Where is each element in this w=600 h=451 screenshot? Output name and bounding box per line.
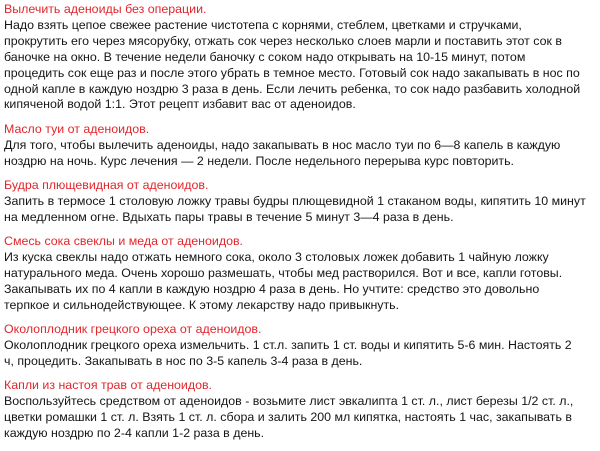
text-line: ч, процедить. Закапывать в нос по 3-5 капель 3-4 раза в день. <box>4 353 363 368</box>
section-heading: Вылечить аденоиды без операции. <box>4 2 207 16</box>
text-line: баночке на окно. В течение недели баночку с соком надо открывать на 10-15 минут, потом <box>4 49 526 64</box>
remedy-section <box>4 178 596 226</box>
section-heading: Околоплодник грецкого ореха от аденоидов. <box>4 321 262 336</box>
text-line: Из куска свеклы надо отжать немного сока, около 3 столовых ложек добавить 1 чайную ложку <box>4 249 549 264</box>
text-line: каждую ноздрю по 2-4 капли 1-2 раза в день. <box>4 425 265 440</box>
text-line: Воспользуйтесь средством от аденоидов - возьмите лист эвкалипта 1 ст. л., лист березы 1/2 ст. л., <box>4 393 574 408</box>
text-line: прокрутить его через мясорубку, отжать сок через несколько слоев марли и поставить этот сок в <box>4 33 562 48</box>
text-line: Надо взять цепое свежее растение чистотепа с корнями, стеблем, цветками и стручками, <box>4 17 522 32</box>
section-heading: Будра плющевидная от аденоидов. <box>4 177 209 192</box>
remedy-section <box>4 2 596 113</box>
remedy-section <box>4 378 596 442</box>
section-heading: Смесь сока свеклы и меда от аденоидов. <box>4 233 243 248</box>
remedy-section <box>4 234 596 314</box>
text-line: кипяченой водой 1:1. Этот рецепт избавит вас от аденоидов. <box>4 97 356 112</box>
text-line: натурального меда. Очень хорошо размешать, чтобы мед растворился. Вот и все, капли готовы. <box>4 265 563 280</box>
remedy-section <box>4 122 596 170</box>
text-line: Для того, чтобы вылечить аденоиды, надо закапывать в нос масло туи по 6—8 капель в каждую <box>4 137 561 152</box>
section-heading: Масло туи от аденоидов. <box>4 121 150 136</box>
text-line: одной капле в каждую ноздрю 3 раза в день. Если лечить ребенка, то сок надо разбавить холодной <box>4 81 581 96</box>
remedy-section <box>4 322 596 370</box>
text-line: цветки ромашки 1 ст. л. Взять 1 ст. л. сбора и залить 200 мл кипятка, настоять 1 час, закапывать в <box>4 409 572 424</box>
text-line: Запить в термосе 1 столовую ложку травы будры плющевидной 1 стаканом воды, кипятить 10 минут <box>4 193 586 208</box>
text-line: Закапывать их по 4 капли в каждую ноздрю 4 раза в день. Но учтите: средство это довольно <box>4 281 540 296</box>
text-line: ноздрю на ночь. Курс лечения — 2 недели. После недельного перерыва курс повторить. <box>4 153 514 168</box>
text-line: процедить сок еще раз и после этого убрать в темное место. Готовый сок надо закапывать в нос по <box>4 65 580 80</box>
text-line: терпкое и сильнодействующее. К этому лекарству надо привыкнуть. <box>4 297 400 312</box>
section-heading: Капли из настоя трав от аденоидов. <box>4 377 212 392</box>
text-line: Околоплодник грецкого ореха измельчить. 1 ст.л. запить 1 ст. воды и кипятить 5-6 мин. Настоять 2 <box>4 337 572 352</box>
text-line: на медленном огне. Вдыхать пары травы в течение 5 минут 3—4 раза в день. <box>4 209 454 224</box>
